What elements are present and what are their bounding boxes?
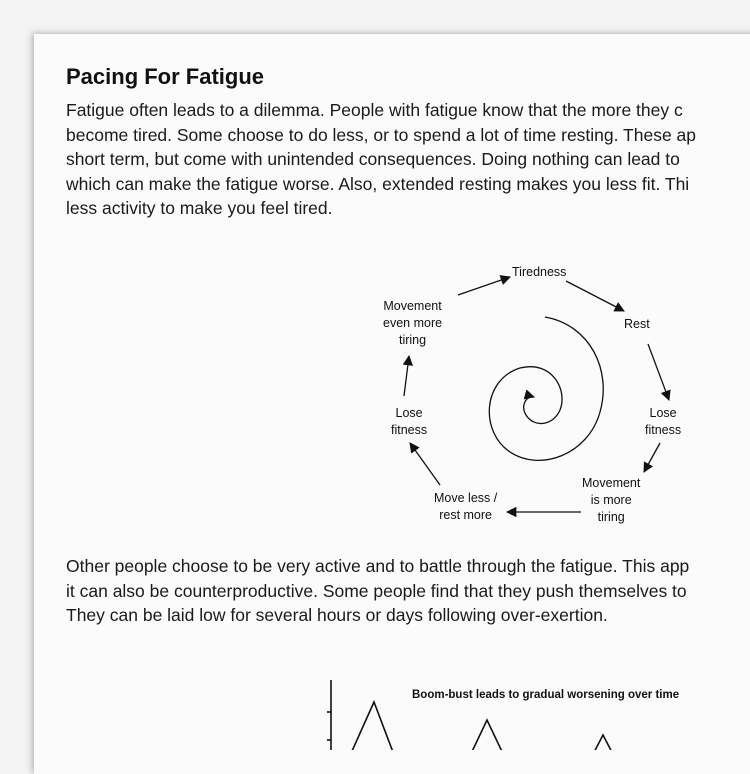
boom-peak-2 <box>468 720 506 750</box>
node-movement-even-more-tiring: Movement even more tiring <box>383 299 443 347</box>
document-title: Pacing For Fatigue <box>66 64 265 89</box>
boom-peak-3 <box>590 735 616 750</box>
paragraph-line: which can make the fatigue worse. Also, extended resting makes you less fit. Thi <box>66 173 690 194</box>
node-tiredness: Tiredness <box>512 265 567 279</box>
arrow-rest-to-lose-fitness <box>648 344 669 400</box>
node-rest: Rest <box>624 317 650 331</box>
boom-peak-1 <box>348 702 396 750</box>
paragraph-line: become tired. Some choose to do less, or to spend a lot of time resting. These ap <box>66 124 697 145</box>
paragraph-line: it can also be counterproductive. Some people find that they push themselves to <box>66 580 687 601</box>
arrow-move-less-to-lose-fitness <box>410 443 440 485</box>
arrow-lose-fitness-to-movement-2 <box>404 356 409 396</box>
arrow-movement-to-tiredness <box>458 277 510 295</box>
paragraph-line: less activity to make you feel tired. <box>66 198 333 219</box>
node-lose-fitness-2: Lose fitness <box>391 406 428 437</box>
node-lose-fitness: Lose fitness <box>645 406 682 437</box>
spiral-arrow <box>489 317 603 460</box>
arrow-lose-fitness-to-movement <box>644 443 660 472</box>
node-move-less-rest-more: Move less / rest more <box>434 491 498 522</box>
paragraph-line: short term, but come with unintended consequences. Doing nothing can lead to <box>66 149 680 170</box>
boom-bust-chart-title: Boom-bust leads to gradual worsening over time <box>412 689 680 701</box>
paragraph-line: They can be laid low for several hours or days following over-exertion. <box>66 605 608 626</box>
paragraph-line: Other people choose to be very active and to battle through the fatigue. This app <box>66 556 690 576</box>
node-movement-more-tiring: Movement is more tiring <box>582 476 641 524</box>
arrow-tiredness-to-rest <box>566 281 624 311</box>
second-paragraph <box>66 554 689 628</box>
paragraph-line: Fatigue often leads to a dilemma. People with fatigue know that the more they c <box>66 100 683 120</box>
